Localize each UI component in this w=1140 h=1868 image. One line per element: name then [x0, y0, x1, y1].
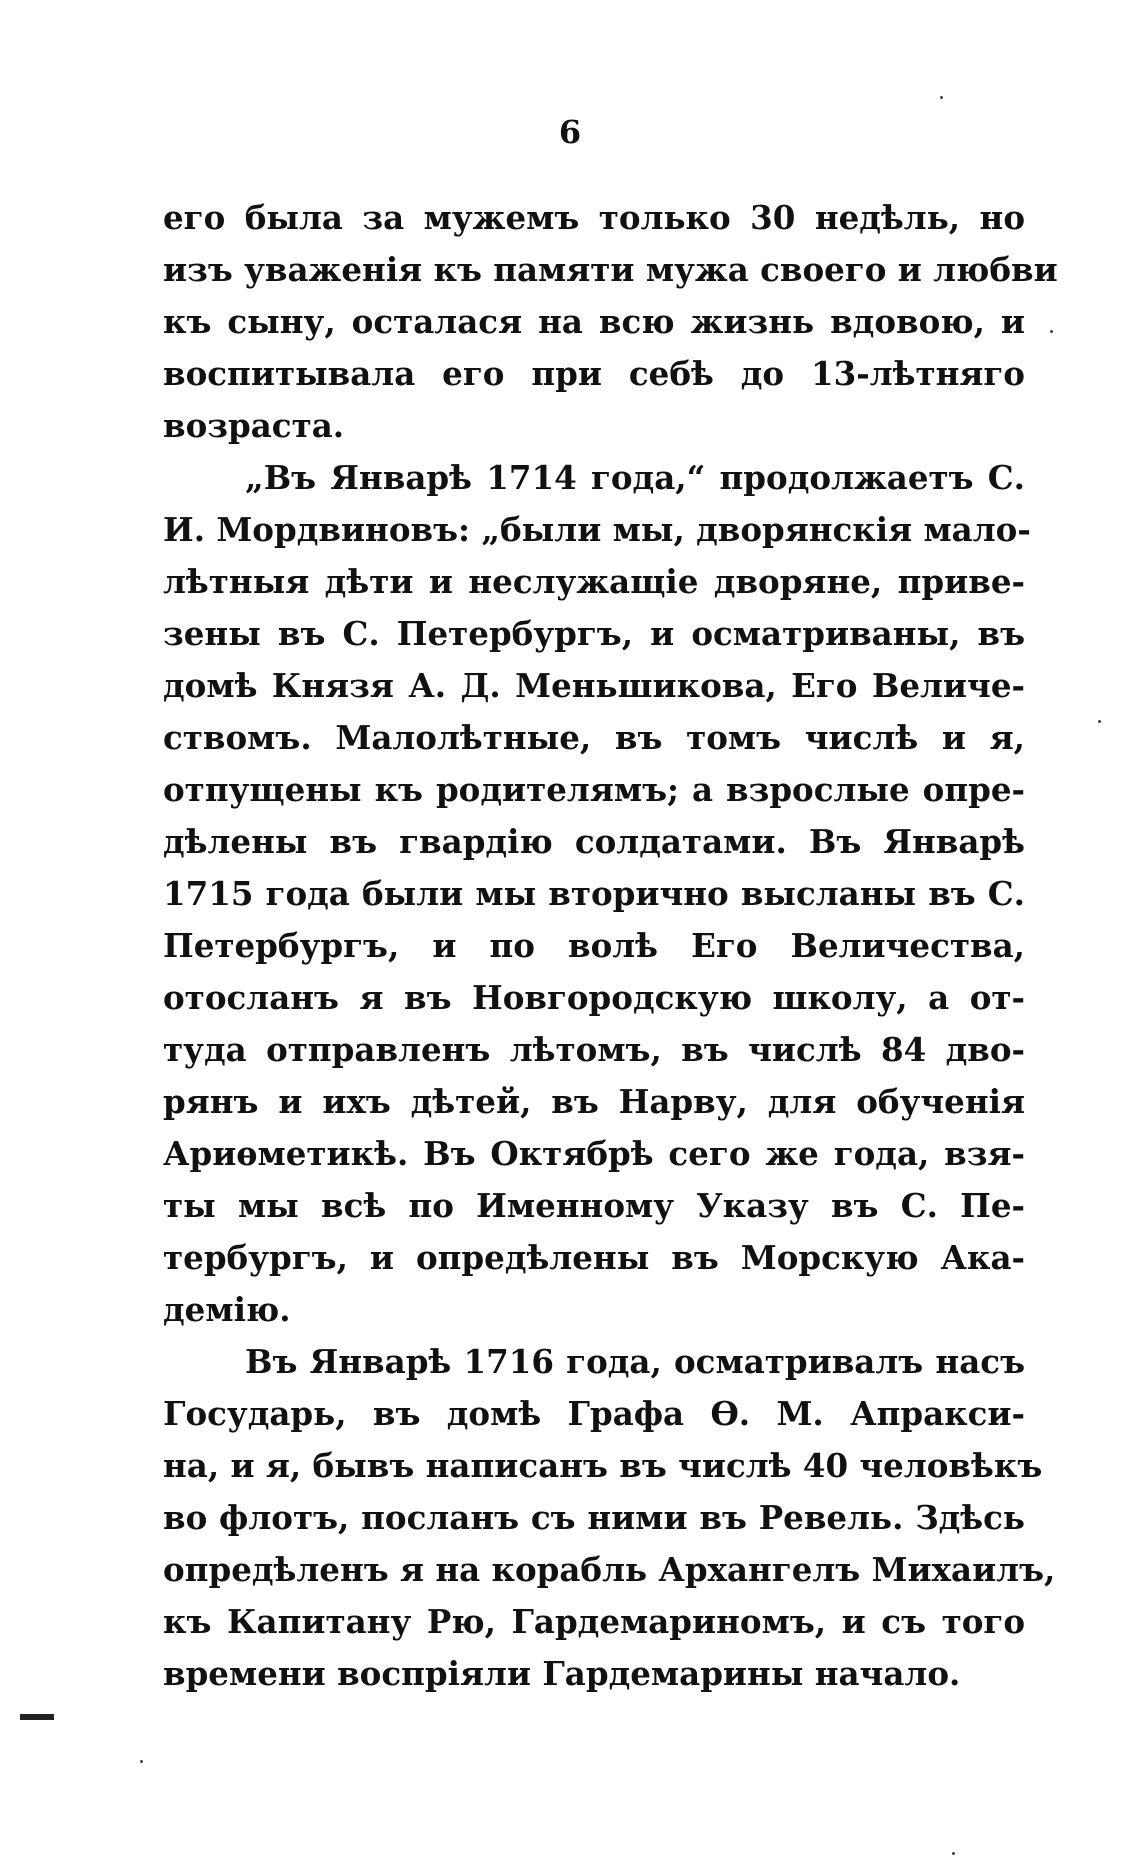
paragraph-2: [163, 452, 1031, 1336]
text-line: домѣ Князя А. Д. Меньшикова, Его Величе-: [163, 666, 1025, 705]
text-line: „Въ Январѣ 1714 года,“ продолжаетъ С.: [245, 458, 1025, 497]
text-line: отпущены къ родителямъ; а взрослые опре-: [163, 770, 1025, 809]
text-line: тербургъ, и опредѣлены въ Морскую Ака-: [163, 1238, 1025, 1277]
paragraph-3: [163, 1336, 1056, 1700]
text-line: 1715 года были мы вторично высланы въ С.: [163, 874, 1025, 913]
text-line: возраста.: [163, 406, 345, 445]
text-line: времени воспріяли Гардемарины начало.: [163, 1654, 961, 1693]
text-line: И. Мордвиновъ: „были мы, дворянскія мало-: [163, 510, 1031, 549]
text-line: изъ уваженія къ памяти мужа своего и любви: [163, 250, 1058, 289]
page-number: 6: [558, 113, 582, 151]
text-line: отосланъ я въ Новгородскую школу, а от-: [163, 978, 1025, 1017]
text-line: воспитывала его при себѣ до 13-лѣтняго: [163, 354, 1025, 393]
text-line: его была за мужемъ только 30 недѣль, но: [163, 198, 1025, 237]
text-line: ствомъ. Малолѣтные, въ томъ числѣ и я,: [163, 718, 1025, 757]
paper-speck: [1098, 720, 1101, 723]
text-line: дѣлены въ гвардію солдатами. Въ Январѣ: [163, 822, 1025, 861]
paragraph-1: [163, 192, 1058, 452]
paper-speck: [952, 1852, 955, 1855]
body-text: [163, 192, 1058, 1700]
text-line: опредѣленъ я на корабль Архангелъ Михаилъ,: [163, 1550, 1056, 1589]
text-line: во флотъ, посланъ съ ними въ Ревель. Здѣсь: [163, 1498, 1025, 1537]
text-line: къ сыну, осталася на всю жизнь вдовою, и: [163, 302, 1025, 341]
text-line: зены въ С. Петербургъ, и осматриваны, въ: [163, 614, 1025, 653]
text-line: Государь, въ домѣ Графа Ѳ. М. Апракси-: [163, 1394, 1025, 1433]
text-line: рянъ и ихъ дѣтей, въ Нарву, для обученія: [163, 1082, 1025, 1121]
text-line: лѣтныя дѣти и неслужащіе дворяне, приве-: [163, 562, 1025, 601]
text-line: демію.: [163, 1290, 291, 1329]
text-line: Петербургъ, и по волѣ Его Величества,: [163, 926, 1025, 965]
paper-speck: [140, 1760, 143, 1763]
text-line: къ Капитану Рю, Гардемариномъ, и съ того: [163, 1602, 1025, 1641]
text-line: ты мы всѣ по Именному Указу въ С. Пе-: [163, 1186, 1025, 1225]
text-line: на, и я, бывъ написанъ въ числѣ 40 человѣкъ: [163, 1446, 1043, 1485]
margin-mark: [20, 1714, 54, 1720]
text-line: Въ Январѣ 1716 года, осматривалъ насъ: [245, 1342, 1025, 1381]
paper-speck: [1050, 330, 1053, 333]
text-line: туда отправленъ лѣтомъ, въ числѣ 84 дво-: [163, 1030, 1025, 1069]
paper-speck: [940, 96, 943, 99]
text-line: Ариѳметикѣ. Въ Октябрѣ сего же года, взя-: [163, 1134, 1025, 1173]
